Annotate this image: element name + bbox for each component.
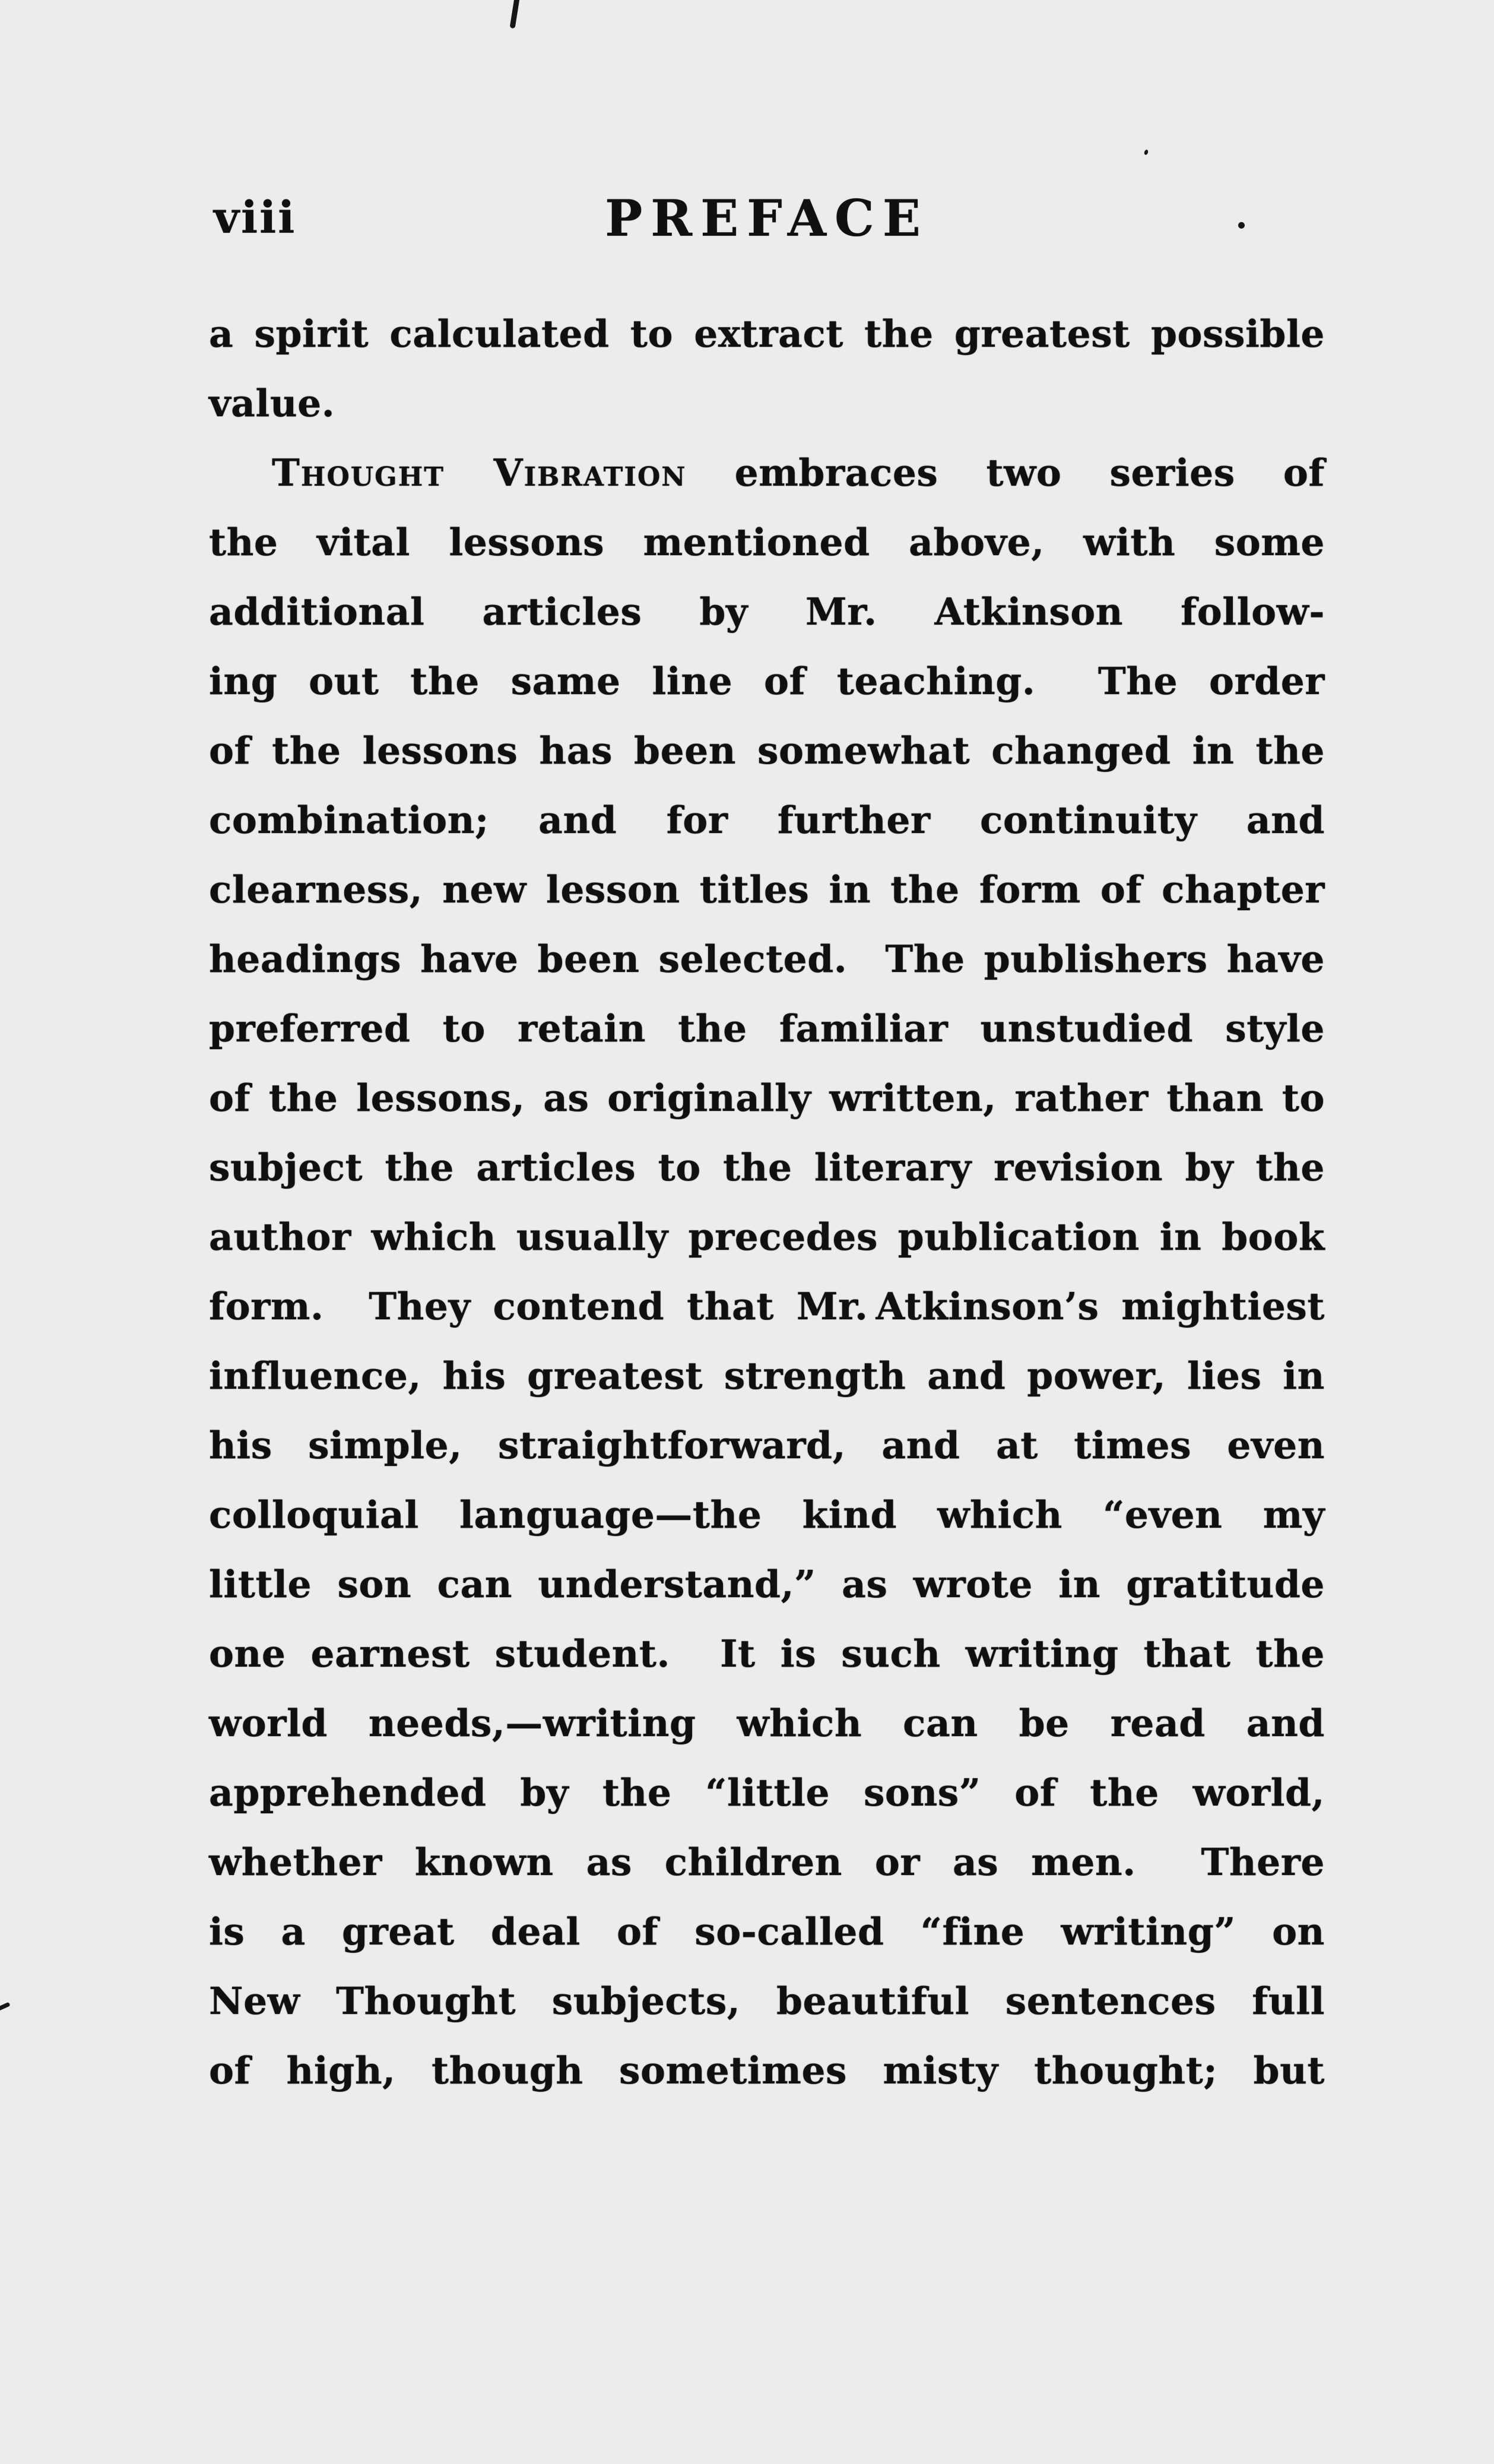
text-line — [209, 1272, 1325, 1341]
line-text: headings have been selected. The publishers have — [209, 937, 1325, 981]
scan-artifact-speck — [1144, 149, 1149, 155]
text-line — [209, 855, 1325, 924]
line-text: his simple, straightforward, and at times even — [209, 1423, 1325, 1467]
line-text: the vital lessons mentioned above, with some — [209, 520, 1325, 564]
line-text: one earnest student. It is such writing that the — [209, 1632, 1325, 1676]
text-line — [209, 299, 1325, 369]
text-line — [209, 1480, 1325, 1550]
small-caps-phrase: Thought Vibration — [272, 451, 687, 495]
text-line — [209, 577, 1325, 647]
text-line — [209, 716, 1325, 786]
text-line — [209, 1689, 1325, 1758]
line-text: combination; and for further continuity and — [209, 798, 1325, 842]
line-text: author which usually precedes publication in book — [209, 1215, 1325, 1259]
line-text: value. — [209, 381, 335, 425]
line-text: subject the articles to the literary revision by the — [209, 1145, 1325, 1189]
text-line — [209, 1550, 1325, 1619]
line-text: of the lessons has been somewhat changed in the — [209, 729, 1325, 772]
page-title: PREFACE — [605, 189, 929, 248]
line-text: ing out the same line of teaching. The order — [209, 659, 1325, 703]
text-line — [209, 994, 1325, 1063]
line-text: preferred to retain the familiar unstudied style — [209, 1006, 1325, 1050]
line-text: a spirit calculated to extract the greatest possible — [209, 312, 1325, 356]
line-text: clearness, new lesson titles in the form of chapter — [209, 867, 1325, 911]
text-line — [209, 508, 1325, 577]
scan-artifact-slash — [510, 0, 522, 28]
text-line — [209, 1063, 1325, 1133]
line-text: is a great deal of so-called “fine writing” on — [209, 1909, 1325, 1953]
text-line — [209, 369, 1325, 438]
line-text: colloquial language—the kind which “even my — [209, 1493, 1325, 1537]
page-body — [209, 299, 1325, 2105]
line-text: apprehended by the “little sons” of the world, — [209, 1771, 1325, 1814]
scan-artifact-tick — [0, 2002, 10, 2011]
line-text: New Thought subjects, beautiful sentences full — [209, 1979, 1325, 2023]
text-line — [209, 1758, 1325, 1828]
line-text: form. They contend that Mr. Atkinson’s mightiest — [209, 1284, 1325, 1328]
text-line — [209, 438, 1325, 508]
text-line — [209, 647, 1325, 716]
text-line — [209, 1828, 1325, 1897]
line-text: additional articles by Mr. Atkinson follow- — [209, 590, 1325, 634]
text-line — [209, 1341, 1325, 1411]
text-line — [209, 1411, 1325, 1480]
line-text: world needs,—writing which can be read and — [209, 1701, 1325, 1745]
text-line — [209, 1966, 1325, 2036]
line-text: whether known as children or as men. There — [209, 1840, 1325, 1884]
text-line — [209, 2036, 1325, 2105]
text-line — [209, 786, 1325, 855]
text-line — [209, 1202, 1325, 1272]
line-text: influence, his greatest strength and power, lies in — [209, 1354, 1325, 1398]
line-text: of high, though sometimes misty thought; but — [209, 2048, 1325, 2092]
text-line — [209, 924, 1325, 994]
text-line — [209, 1619, 1325, 1689]
line-text: of the lessons, as originally written, rather than to — [209, 1076, 1325, 1120]
text-line — [209, 1897, 1325, 1966]
line-text: little son can understand,” as wrote in gratitude — [209, 1562, 1325, 1606]
line-text: embraces two series of — [686, 451, 1325, 495]
text-line — [209, 1133, 1325, 1202]
page-number: viii — [214, 192, 297, 243]
page-header — [209, 189, 1325, 255]
